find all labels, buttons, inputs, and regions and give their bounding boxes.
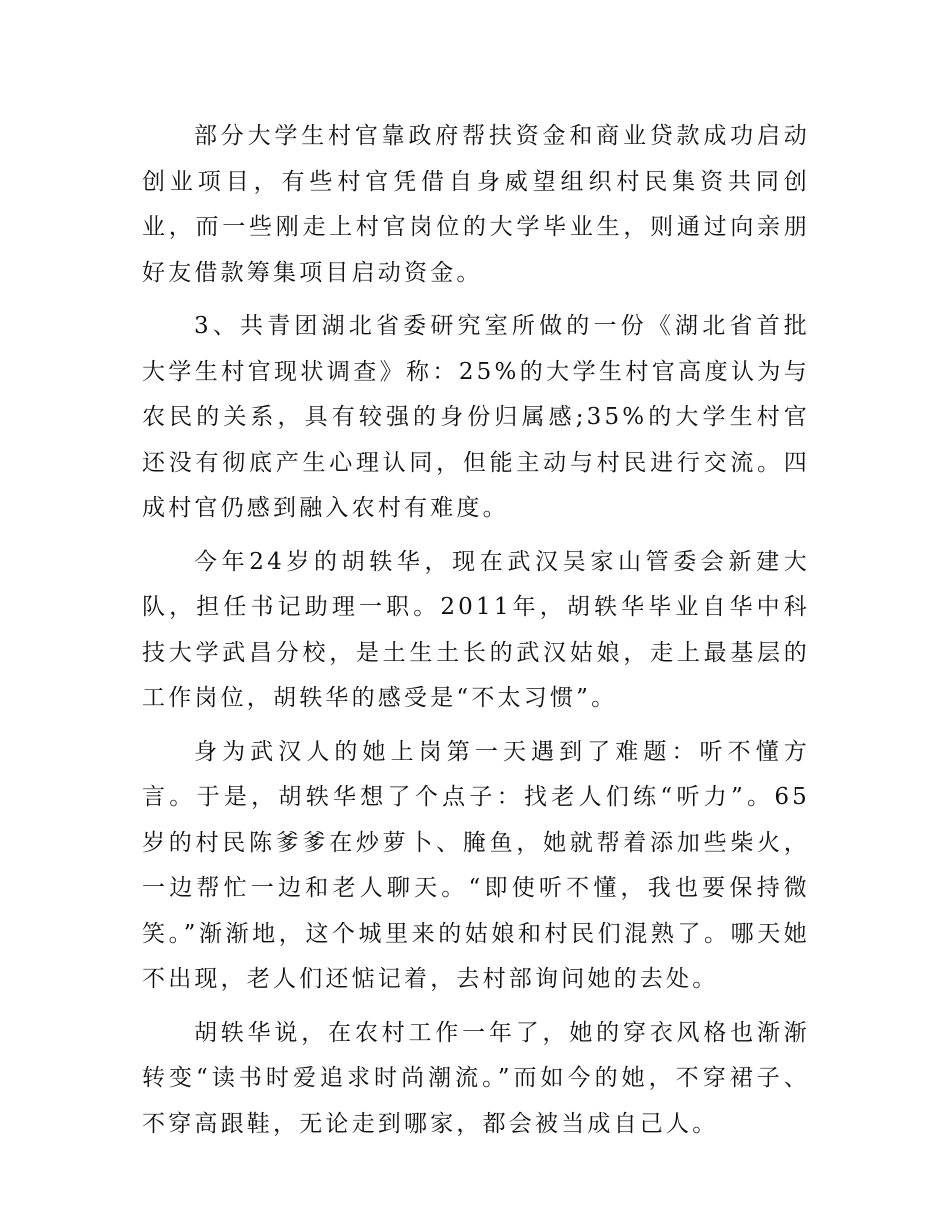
paragraph-clothing-style: 胡轶华说，在农村工作一年了，她的穿衣风格也渐渐转变“读书时爱追求时尚潮流。”而如今的她，不穿裙子、不穿高跟鞋，无论走到哪家，都会被当成自己人。 xyxy=(142,1019,810,1137)
document-body xyxy=(142,114,810,1155)
paragraph-funding: 部分大学生村官靠政府帮扶资金和商业贷款成功启动创业项目，有些村官凭借自身威望组织村民集资共同创业，而一些刚走上村官岗位的大学毕业生，则通过向亲朋好友借款筹集项目启动资金。 xyxy=(142,123,810,286)
paragraph-survey: 3、共青团湖北省委研究室所做的一份《湖北省首批大学生村官现状调查》称：25%的大学生村官高度认为与农民的关系，具有较强的身份归属感;35%的大学生村官还没有彻底产生心理认同，但能主动与村民进行交流。四成村官仍感到融入农村有难度。 xyxy=(142,313,810,521)
paragraph-hu-yihua-intro: 今年24岁的胡轶华，现在武汉吴家山管委会新建大队，担任书记助理一职。2011年，胡轶华毕业自华中科技大学武昌分校，是土生土长的武汉姑娘，走上最基层的工作岗位，胡轶华的感受是“不太习惯”。 xyxy=(142,548,810,711)
paragraph-dialect: 身为武汉人的她上岗第一天遇到了难题：听不懂方言。于是，胡轶华想了个点子：找老人们练“听力”。65岁的村民陈爹爹在炒萝卜、腌鱼，她就帮着添加些柴火，一边帮忙一边和老人聊天。“即使听不懂，我也要保持微笑。”渐渐地，这个城里来的姑娘和村民们混熟了。哪天她不出现，老人们还惦记着，去村部询问她的去处。 xyxy=(142,738,810,992)
